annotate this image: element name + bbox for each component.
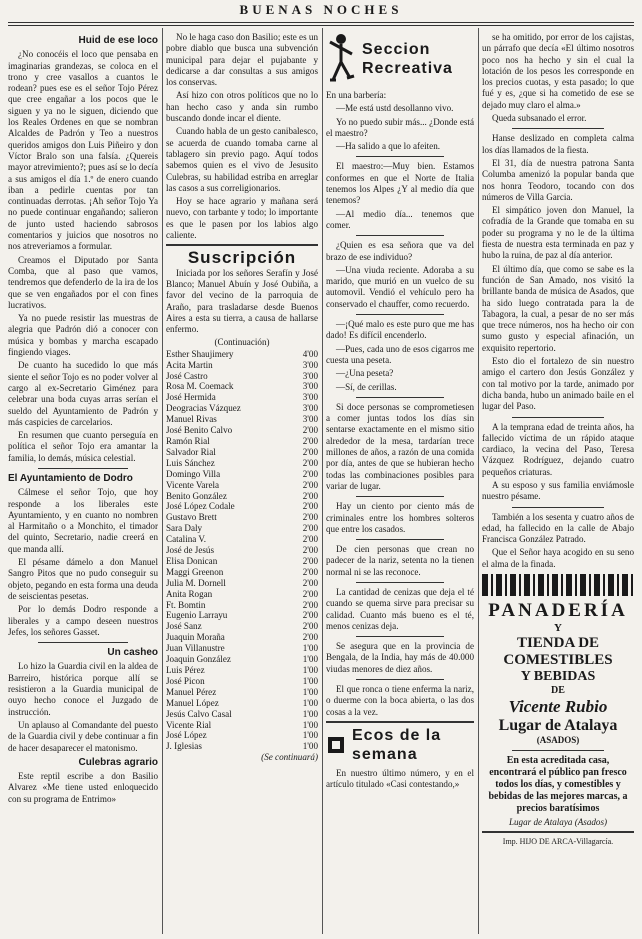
paragraph: Creamos el Diputado por Santa Comba, que al paso que vamos, tendremos que defenderlo de la ira de los que se ven engañados por el con fines lucrativos.	[8, 254, 158, 310]
paragraph: Yo no puedo subir más... ¿Donde está el maestro?	[326, 116, 474, 138]
paragraph: —¿Una peseta?	[336, 368, 394, 379]
table-row	[166, 643, 318, 654]
paragraph: En nuestro último número, y en el artículo titulado «Casi contestando,»	[326, 767, 474, 790]
ad-owner: Vicente Rubio	[508, 697, 608, 717]
donation-amount: 2'00	[302, 501, 318, 512]
headline-culebras: Culebras agrario	[78, 756, 158, 768]
divider	[512, 507, 603, 508]
donation-amount: 3'00	[302, 392, 318, 403]
donor-name: Deogracias Vázquez	[166, 403, 241, 414]
donor-name: Benito González	[166, 490, 227, 501]
table-row	[166, 589, 318, 600]
donation-amount: 2'00	[302, 512, 318, 523]
masthead: BUENAS NOCHES	[239, 2, 403, 17]
paragraph: No le haga caso don Basilio; este es un pobre diablo que busca una subvención municipal para dejar el pujabante y dedicarse a dar consultas a sus amigos los conservas.	[166, 32, 318, 88]
ad-text: Y	[554, 622, 562, 635]
paragraph: Hay un ciento por ciento más de criminales entre los hombres solteros que entre los casados.	[326, 501, 474, 534]
table-row	[166, 654, 318, 665]
section-title: Ecos de la	[352, 726, 442, 744]
donation-amount: 2'00	[302, 435, 318, 446]
donation-amount: 2'00	[302, 479, 318, 490]
dancing-figure-icon	[326, 32, 356, 86]
paragraph: ¿No conocéis el loco que pensaba en imaginarias grandezas, se coloca en el trono y cree vasallos a cuantos le rodean? pues ese es el señor Tojo Pérez que cree engañar a los pocos que le siguen y ya no le siguen, diciendo que los Reales Ordenes en que se nombran Alcaldes de Padrón y Teo a nuestros queridos amigos don Luis Piñeiro y don Víctor Bralo son una falsía. ¿Quereis mayor atrevimiento?; pues así se lo decía a sus amigos el día 1.º de enero cuando iban a pedirle cuentas por tan continuadas derrotas. ¡Ah señor Tojo Ya no puede continuar engañando; salieron de junto usted haciendo sabrosos comentarios y juicios que nosotros no nos atreveriamos a formular.	[8, 49, 158, 252]
donor-name: Ramón Rial	[166, 435, 210, 446]
ad-ornament-band	[482, 574, 634, 596]
table-row	[166, 567, 318, 578]
table-row	[166, 621, 318, 632]
donation-amount: 2'00	[302, 632, 318, 643]
table-row	[166, 425, 318, 436]
donor-name: Ft. Bomtin	[166, 599, 206, 610]
donor-name: Jesús Calvo Casal	[166, 708, 232, 719]
donor-name: Acita Martin	[166, 359, 213, 370]
table-row	[166, 414, 318, 425]
donation-amount: 3'00	[302, 381, 318, 392]
table-row	[166, 709, 318, 720]
table-row	[166, 676, 318, 687]
paragraph: —Me está ustd desollanno vivo.	[336, 103, 454, 114]
donation-amount: 2'00	[302, 446, 318, 457]
donation-amount: 1'00	[302, 686, 318, 697]
donor-name: Catalina V.	[166, 534, 207, 545]
donation-amount: 2'00	[302, 566, 318, 577]
divider	[38, 642, 128, 643]
donor-name: José López	[166, 730, 207, 741]
column-2	[166, 32, 318, 932]
donor-name: Domingo Villa	[166, 468, 221, 479]
paragraph: Por lo demás Dodro responde a liberales y a campo deseen nuestros Jefes, los señores Gasset.	[8, 604, 158, 637]
table-row	[166, 436, 318, 447]
donor-name: Anita Rogan	[166, 588, 213, 599]
divider	[356, 582, 445, 583]
divider	[356, 679, 445, 680]
divider	[512, 750, 603, 751]
donation-amount: 1'00	[302, 675, 318, 686]
table-row	[166, 392, 318, 403]
ad-address: Lugar de Atalaya (Asados)	[508, 817, 608, 828]
donation-amount: 3'00	[302, 359, 318, 370]
column-divider	[322, 28, 323, 934]
donation-amount: 1'00	[302, 697, 318, 708]
table-row	[166, 665, 318, 676]
table-row	[166, 381, 318, 392]
divider	[38, 468, 128, 469]
seccion-recreativa-header	[326, 32, 474, 86]
donation-amount: 2'00	[302, 610, 318, 621]
ornament-icon	[326, 735, 346, 755]
paragraph: Hoy se hace agrario y mañana será nuevo, con tarbante y todo; lo importante es que le pasen por los labios algo caliente.	[166, 196, 318, 241]
donation-amount: 1'00	[302, 654, 318, 665]
donation-amount: 2'00	[302, 588, 318, 599]
paragraph: Ya no puede resistir las muestras de alegria que Padrón dió a conocer con música y bombas y marcha escapado fingiendo viages.	[8, 313, 158, 358]
suscripcion-title: Suscripción	[187, 248, 297, 268]
donor-name: Julia M. Dornell	[166, 577, 226, 588]
ad-body: En esta acreditada casa, encontrará el público pan fresco todos los días, y comestibles y bebidas de las mejores marcas, a precios baratísimos	[488, 755, 628, 815]
paragraph: El 31, día de nuestra patrona Santa Columba amenizó la popular banda que nos honra Teodoro, tocando con dos números de Villa Garcia.	[482, 157, 634, 202]
table-row	[166, 480, 318, 491]
donor-name: Esther Shaujimery	[166, 348, 234, 359]
ad-place: Lugar de Atalaya	[498, 717, 618, 735]
donor-name: José Picon	[166, 675, 205, 686]
table-row	[166, 610, 318, 621]
paragraph: Si doce personas se comprometiesen a comer juntas todos los días sin sentarse exactamente en el mismo sitio alrededor de la mesa, tardarían trece millones de años, a razón de una comida por día, antes de que se hubieran hecho todas las combinaciones posibles para variar de lugar.	[326, 401, 474, 491]
paragraph: A la temprana edad de treinta años, ha fallecido víctima de un rápido ataque cardiaco, la vecina del Paso, Teresa Vázquez Rodríguez, dejando cuatro pequeños criaturas.	[482, 421, 634, 477]
table-row	[166, 632, 318, 643]
donation-amount: 3'00	[302, 403, 318, 414]
table-row	[166, 447, 318, 458]
paragraph: Lo hizo la Guardia civil en la aldea de Barreiro, histórica porque allí se resistieron a la Guardia municipal de ouyo hecho conoce el Juzgado de instrucción.	[8, 661, 158, 717]
divider	[356, 314, 445, 315]
paragraph: —Una viuda reciente. Adoraba a su marido, que murió en un vuelco de su automovil. Vendió el vehículo pero ha conservado el chauffer, como recuerdo.	[326, 264, 474, 309]
paragraph: —Pues, cada uno de esos cigarros me cuesta una peseta.	[326, 343, 474, 365]
donor-name: Luis Pérez	[166, 665, 205, 675]
paragraph: Así hizo con otros políticos que no lo han hecho caso y anda sin rumbo buscando donde incar el diente.	[166, 90, 318, 124]
donor-name: José Castro	[166, 370, 208, 381]
paragraph: Queda subsanado el error.	[492, 113, 587, 124]
paragraph: La cantidad de cenizas que deja el té cuando se quema sirve para precisar su calidad. Cuanto más bueno es el té, menos cenizas deja.	[326, 586, 474, 631]
paragraph: Esto dio el fortalezo de sin nuestro amigo el cartero don Jesús González y con tal motivo por la tarde, animado por dicha banda, hubo un animado baile en el lugar del Paso.	[482, 356, 634, 412]
table-row	[166, 403, 318, 414]
paragraph: También a los sesenta y cuatro años de edad, ha fallecido en la calle de Abajo Francisca González Patrado.	[482, 511, 634, 545]
donation-amount: 2'00	[302, 545, 318, 556]
donation-amount: 4'00	[302, 348, 318, 359]
donor-name: Joaquin González	[166, 654, 231, 665]
donation-amount: 1'00	[302, 643, 318, 654]
donor-name: José de Jesús	[166, 545, 214, 556]
donor-name: Manuel Rivas	[166, 414, 217, 425]
divider	[512, 128, 603, 129]
donor-name: Manuel Pérez	[166, 686, 217, 697]
donation-amount: 1'00	[302, 708, 318, 719]
paragraph: El pésame dámelo a don Manuel Sangro Pitos que no pudo conseguir su objeto, pegando en esta forma una deuda de seiscientas pesetas.	[8, 557, 158, 601]
donation-amount: 3'00	[302, 370, 318, 381]
table-row	[166, 458, 318, 469]
ad-heading: TIENDA DE COMESTIBLES	[503, 635, 613, 669]
section-title: Recreativa	[362, 60, 453, 77]
table-row	[166, 491, 318, 502]
donor-name: Maggi Greenon	[166, 566, 224, 577]
divider	[166, 244, 318, 246]
donation-amount: 1'00	[302, 719, 318, 730]
imprint: Imp. HIJO DE ARCA-Villagarcía.	[502, 837, 614, 847]
paragraph: Cuando habla de un gesto canibalesco, se acuerda de cuando tomaba carne al tablagero sin previo pago. Aquí todos sabemos quien es el vivo de Jesusito Culebras, su habilidad estriba en arreglar las casos a sus correligionarios.	[166, 126, 318, 193]
donation-amount: 2'00	[302, 577, 318, 588]
donation-amount: 2'00	[302, 490, 318, 501]
to-be-continued: (Se continuará)	[261, 752, 318, 763]
ecos-header	[326, 726, 474, 764]
table-row	[166, 600, 318, 611]
paragraph: Que el Señor haya acogido en su seno el alma de la finada.	[482, 547, 634, 569]
donor-name: Rosa M. Coemack	[166, 381, 234, 392]
table-row	[166, 469, 318, 480]
column-divider	[162, 28, 163, 934]
donor-name: José López Codale	[166, 501, 235, 512]
paragraph: —Sí, de cerillas.	[336, 381, 397, 392]
donor-name: Eugenio Larrayu	[166, 610, 228, 621]
suscripcion-intro: Iniciada por los señores Serafín y José Blanco; Manuel Abuín y José Oubiña, a favor del vecino de la parroquia de Araño, para trasladarse desde Buenos Aires a esta su tierra, a causa de hallarse enfermo.	[166, 267, 318, 335]
donation-amount: 2'00	[302, 599, 318, 610]
donor-name: José Hermida	[166, 392, 216, 403]
table-row	[166, 545, 318, 556]
table-row	[166, 512, 318, 523]
donation-amount: 1'00	[302, 665, 318, 675]
paragraph: El último día, que como se sabe es la función de San Amado, nos visitó la brillante banda de música de Asados, que ha sido luego contratada para la de Tabagora, la cual, a pesar de no ser más que trece números, nos ha hecho oir con sumo gusto y especial afinación, un exquisito repertorio.	[482, 263, 634, 353]
donation-amount: 2'00	[302, 468, 318, 479]
paragraph: Cálmese el señor Tojo, que hoy responde a los liberales este Ayuntamiento, y en cuanto no nombren al Harmitaño o a Monchito, el timador del quinto, Secretario, nadie creerá en que manda allí.	[8, 487, 158, 554]
donor-name: Juan Villanustre	[166, 643, 225, 654]
table-row	[166, 349, 318, 360]
table-row	[166, 578, 318, 589]
donation-amount: 1'00	[302, 741, 318, 752]
ad-heading: PANADERÍA	[488, 600, 628, 622]
paragraph: Se asegura que en la provincia de Bengala, de la India, hay más de 40.000 viudas menores de diez años.	[326, 641, 474, 674]
paragraph: El simpático joven don Manuel, la cofradía de la Grande que tomaba en su poder su programa y no le de la última fiesta de nuestra esta terminada en paz y hubo la ruina, de paz al día anterior.	[482, 205, 634, 261]
section-title: semana	[352, 745, 418, 763]
table-row	[166, 534, 318, 545]
paragraph: De cuanto ha sucedido lo que más siente el señor Tojo es no poder volver al cargo al ex-Secretario Giménez para celebrar una boda cuyas arras serían el sueldo del Ayuntamiento de Padrón y más caspicies de carcelarios.	[8, 360, 158, 427]
donation-amount: 2'00	[302, 534, 318, 545]
donor-name: Luis Sánchez	[166, 457, 215, 468]
paragraph: se ha omitido, por error de los cajistas, un párrafo que decía «El último nosotros poco nos ha hecho y sin el cual la lotación de los pesos les corresponde en los precios cuotas, y esta pasado; lo que fué y es, ¿que si ha cometido de ese se dejado muy claro el alma.»	[482, 32, 634, 110]
divider	[356, 539, 445, 540]
ad-heading: Y BEBIDAS	[520, 669, 596, 685]
donation-amount: 3'00	[302, 414, 318, 425]
column-3	[326, 32, 474, 932]
donation-amount: 1'00	[302, 730, 318, 741]
column-divider	[478, 28, 479, 934]
divider	[356, 156, 445, 157]
paragraph: ¿Quien es esa señora que va del brazo de ese individuo?	[326, 240, 474, 262]
divider	[482, 831, 634, 833]
section-title: Seccion	[362, 41, 431, 58]
table-row	[166, 698, 318, 709]
divider	[356, 496, 445, 497]
paragraph: A su esposo y sus familia enviámosle nuestro pésame.	[482, 479, 634, 502]
paragraph: Un aplauso al Comandante del puesto de la Guardia civil y debe continuar a fin de hacer desaparecer el matonismo.	[8, 719, 158, 753]
divider	[356, 636, 445, 637]
table-row	[166, 741, 318, 752]
divider	[512, 417, 603, 418]
donor-name: Salvador Rial	[166, 446, 216, 457]
column-4	[482, 32, 634, 932]
table-row	[166, 687, 318, 698]
paragraph: El maestro:—Muy bien. Estamos conformes en que el Norte de Italia tenemos los Alpes ¿Y al medio día que tenemos?	[326, 161, 474, 206]
donor-name: Vicente Rial	[166, 719, 212, 730]
divider	[356, 397, 445, 398]
table-row	[166, 556, 318, 567]
continuation-label: (Continuación)	[214, 337, 270, 348]
masthead-rule-2	[8, 25, 634, 26]
paragraph: —Al medio día... tenemos que comer.	[326, 208, 474, 230]
donor-name: José Sanz	[166, 621, 202, 632]
donor-name: Gustavo Brett	[166, 512, 217, 523]
donation-amount: 2'00	[302, 621, 318, 632]
donor-name: Vicente Varela	[166, 479, 220, 490]
donor-name: Sara Daly	[166, 523, 203, 534]
donation-amount: 2'00	[302, 555, 318, 566]
donor-name: José Benito Calvo	[166, 425, 233, 436]
paragraph: En resumen que cuanto perseguía en política el señor Tojo era amantar la familia, lo demás, música celestial.	[8, 430, 158, 463]
table-row	[166, 501, 318, 512]
divider	[356, 235, 445, 236]
table-row	[166, 360, 318, 371]
table-row	[166, 730, 318, 741]
paragraph: De cien personas que crean no padecer de la nariz, setenta no la tienen normal ni se las reconoce.	[326, 544, 474, 577]
donor-name: Juaquin Moraña	[166, 632, 225, 643]
paragraph: El que ronca o tiene enferma la nariz, o duerme con la boca abierta, o las dos cosas a la vez.	[326, 684, 474, 717]
divider	[326, 721, 474, 723]
subscription-table	[166, 349, 318, 753]
ad-text: DE	[551, 685, 565, 697]
donor-name: Elisa Donican	[166, 555, 218, 566]
paragraph: Este reptil escribe a don Basilio Alvarez «Me tiene usted enloquecido con su programa de Entrimo»	[8, 771, 158, 804]
donation-amount: 2'00	[302, 425, 318, 436]
donor-name: J. Iglesias	[166, 741, 202, 752]
donor-name: Manuel López	[166, 697, 219, 708]
ad-place-sub: (ASADOS)	[536, 735, 580, 746]
headline-dodro: El Ayuntamiento de Dodro	[8, 472, 133, 484]
paragraph: Hanse deslizado en completa calma los días llamados de la fiesta.	[482, 133, 634, 155]
donation-amount: 2'00	[302, 523, 318, 534]
headline-casheo: Un casheo	[107, 647, 158, 659]
table-row	[166, 371, 318, 382]
paragraph: En una barbería:	[326, 90, 387, 100]
paragraph: —Ha salido a que lo afeiten.	[336, 141, 441, 152]
column-1	[8, 32, 158, 932]
donation-amount: 2'00	[302, 457, 318, 468]
masthead-rule	[8, 22, 634, 23]
table-row	[166, 523, 318, 534]
table-row	[166, 720, 318, 731]
headline-huid: Huid de ese loco	[78, 35, 158, 46]
paragraph: —¡Qué malo es este puro que me has dado! Es difícil encenderlo.	[326, 319, 474, 341]
